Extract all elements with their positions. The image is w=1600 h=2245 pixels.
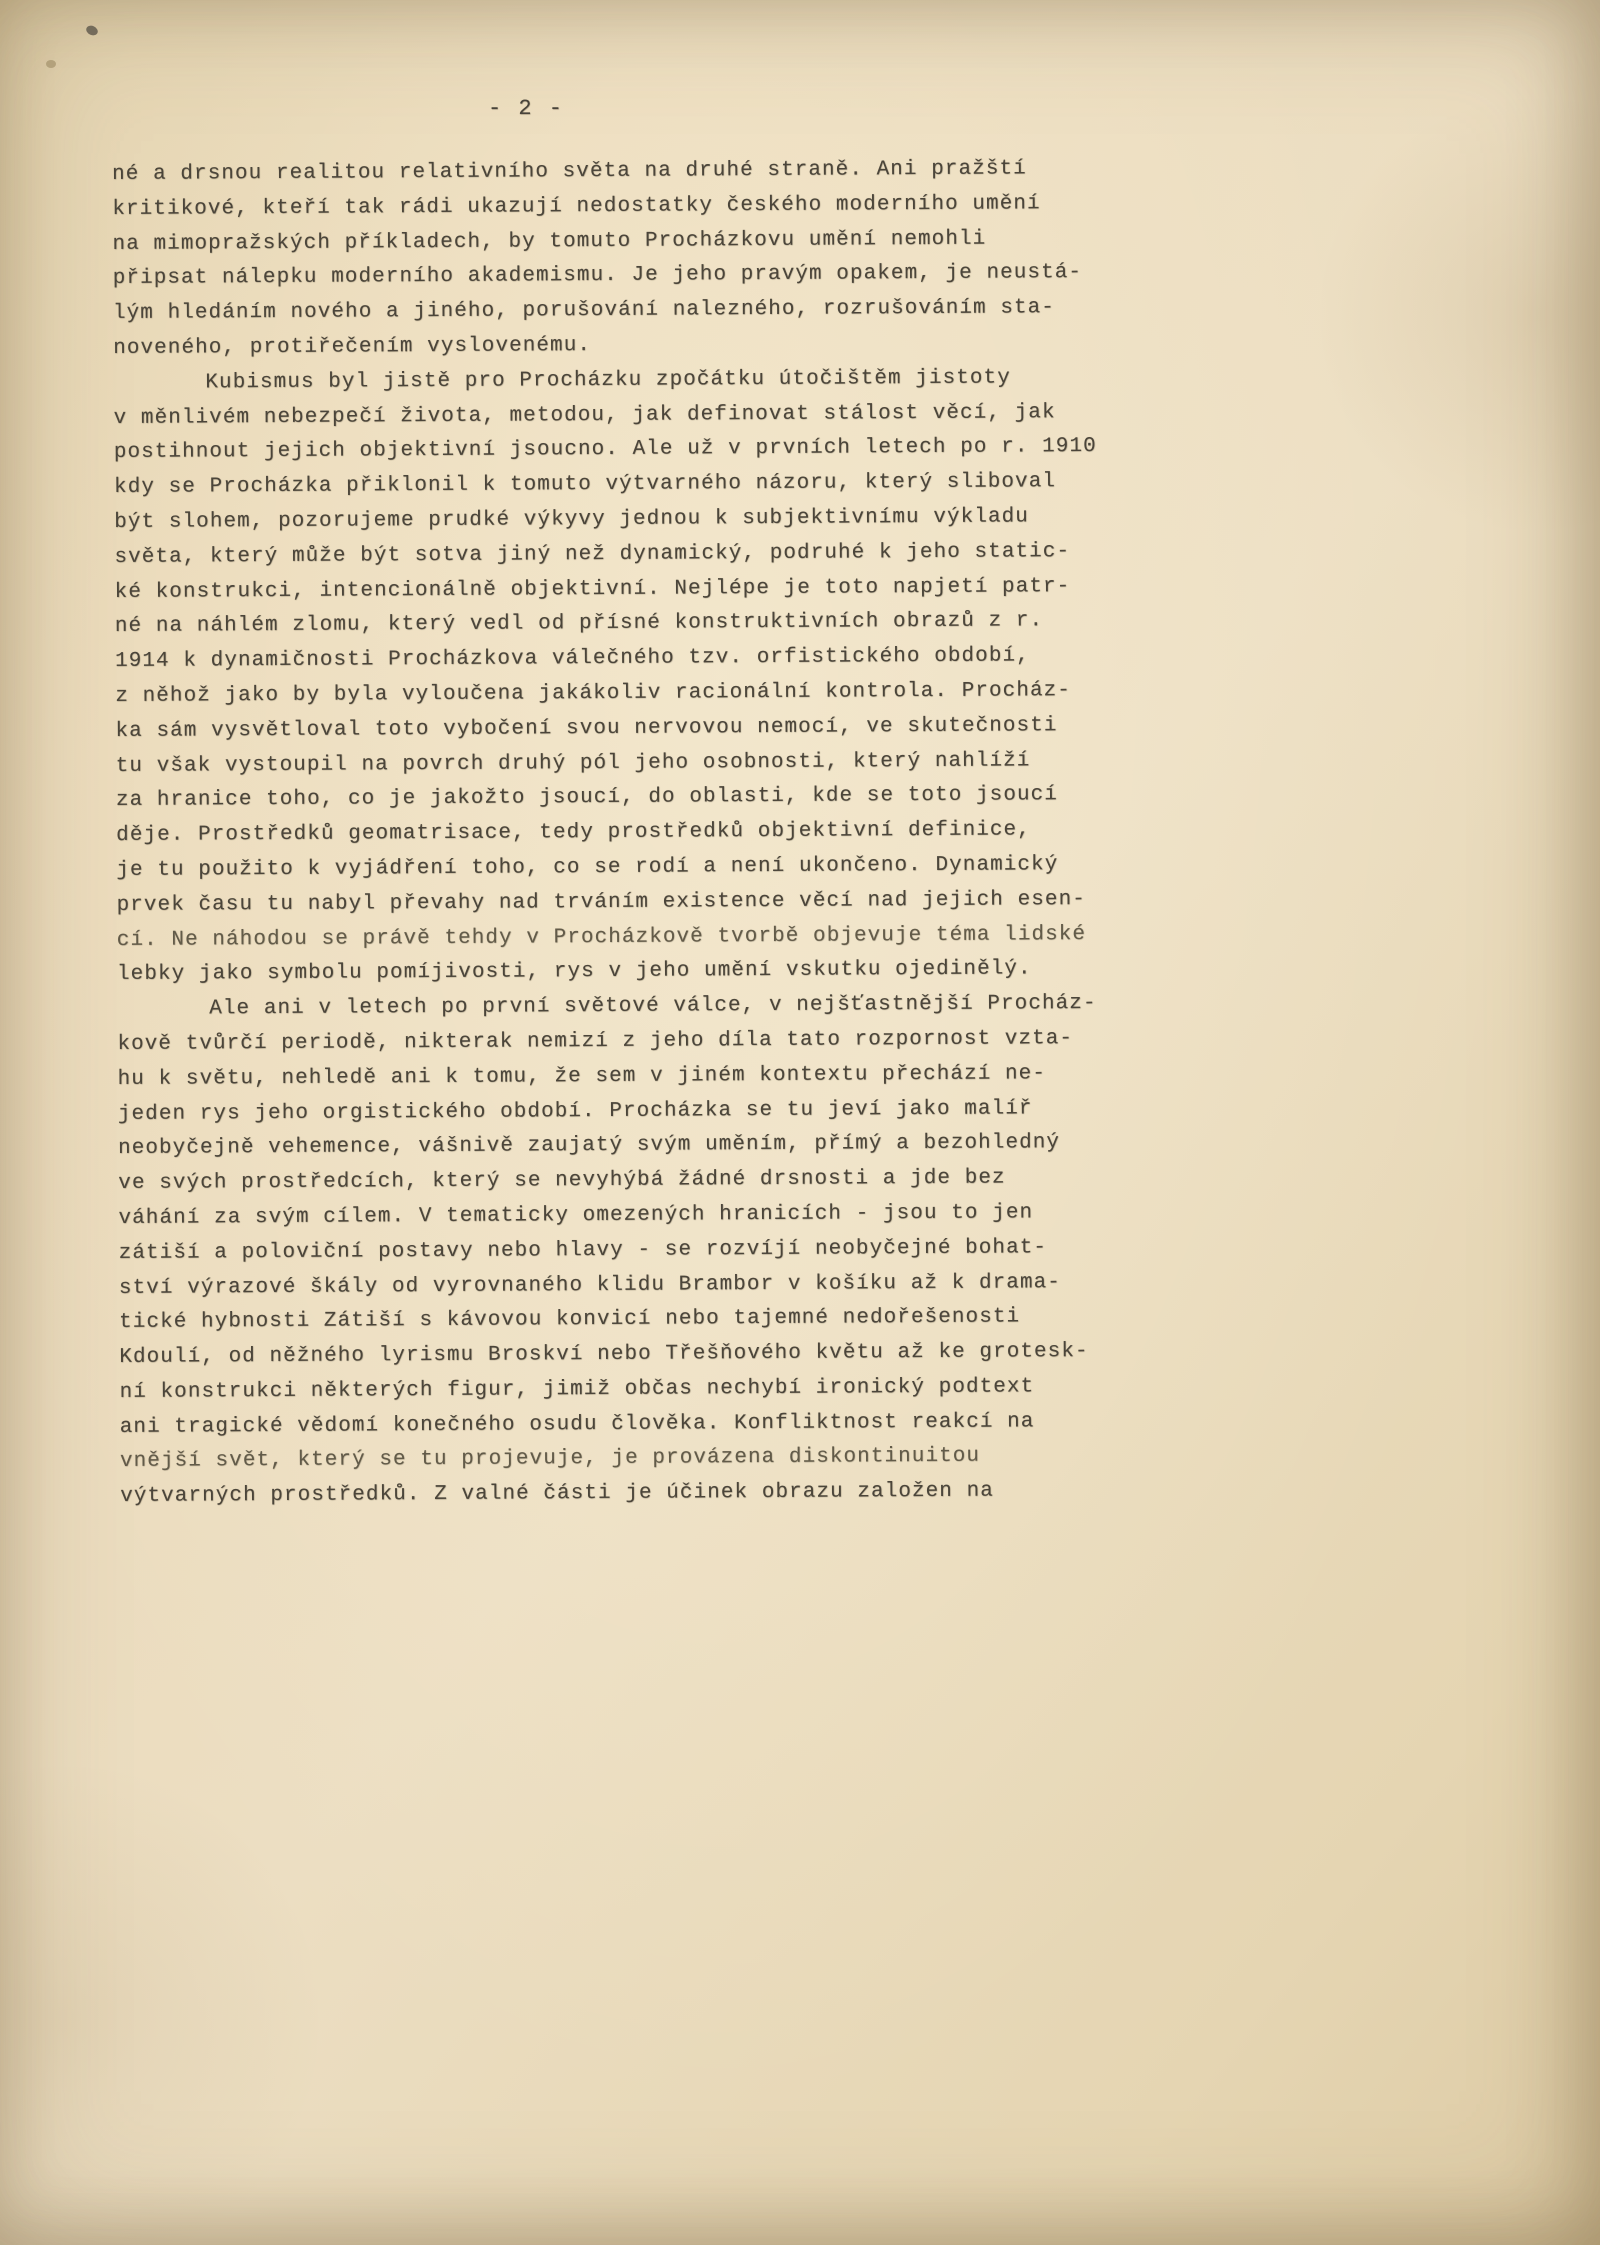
text-line: světa, který může být sotva jiný než dynamický, podruhé k jeho static- <box>114 539 1071 569</box>
text-line: lebky jako symbolu pomíjivosti, rys v jeho umění vskutku ojedinělý. <box>116 957 1032 987</box>
text-line: prvek času tu nabyl převahy nad trváním existence věcí nad jejich esen- <box>116 887 1086 917</box>
text-line: ve svých prostředcích, který se nevyhýbá žádné drsnosti a jde bez <box>118 1166 1006 1196</box>
text-line: za hranice toho, co je jakožto jsoucí, do oblasti, kde se toto jsoucí <box>115 783 1058 813</box>
text-line: je tu použito k vyjádření toho, co se rodí a není ukončeno. Dynamický <box>116 853 1059 882</box>
text-line: hu k světu, nehledě ani k tomu, že sem v jiném kontextu přechází ne- <box>117 1062 1047 1091</box>
text-line: být slohem, pozorujeme prudké výkyvy jednou k subjektivnímu výkladu <box>114 505 1029 534</box>
text-line: postihnout jejich objektivní jsoucno. Ale už v prvních letech po r. 1910 <box>113 435 1097 465</box>
text-line: na mimopražských příkladech, by tomuto Procházkovu umění nemohli <box>112 227 987 256</box>
text-line: ani tragické vědomí konečného osudu člověka. Konfliktnost reakcí na <box>119 1410 1035 1439</box>
text-line: neobyčejně vehemence, vášnivě zaujatý svým uměním, přímý a bezohledný <box>117 1131 1061 1161</box>
text-line: zátiší a poloviční postavy nebo hlavy - se rozvíjí neobyčejné bohat- <box>118 1236 1048 1265</box>
text-line: ství výrazové škály od vyrovnaného klidu Brambor v košíku až k drama- <box>118 1270 1061 1300</box>
text-line: váhání za svým cílem. V tematicky omezených hranicích - jsou to jen <box>118 1201 1034 1230</box>
text-line: kritikové, kteří tak rádi ukazují nedostatky českého moderního umění <box>112 192 1041 221</box>
text-line: Kubismus byl jistě pro Procházku zpočátku útočištěm jistoty <box>205 366 1011 395</box>
text-line: ké konstrukci, intencionálně objektivní. Nejlépe je toto napjetí patr- <box>114 574 1071 604</box>
text-line: né na náhlém zlomu, který vedl od přísné konstruktivních obrazů z r. <box>114 609 1044 639</box>
text-line: děje. Prostředků geomatrisace, tedy prostředků objektivní definice, <box>116 818 1031 848</box>
text-line: kdy se Procházka přiklonil k tomuto výtvarného názoru, který sliboval <box>113 470 1057 500</box>
text-line: ka sám vysvětloval toto vybočení svou nervovou nemocí, ve skutečnosti <box>115 713 1058 743</box>
text-line: vnější svět, který se tu projevuje, je provázena diskontinuitou <box>119 1445 981 1474</box>
text-line: né a drsnou realitou relativního světa na druhé straně. Ani pražští <box>112 157 1027 186</box>
paper-stain <box>46 60 56 68</box>
text-line: tu však vystoupil na povrch druhý pól jeho osobnosti, který nahlíží <box>115 748 1031 778</box>
ink-speck <box>85 24 100 37</box>
typewritten-text-block <box>112 152 1160 1515</box>
text-line: lým hledáním nového a jiného, porušování nalezného, rozrušováním sta- <box>112 296 1056 326</box>
text-line: Kdoulí, od něžného lyrismu Broskví nebo Třešňového květu až ke grotesk- <box>119 1340 1089 1370</box>
text-line: z něhož jako by byla vyloučena jakákoliv racionální kontrola. Procház- <box>115 679 1071 708</box>
text-line: Ale ani v letech po první světové válce, v nejšťastnější Procház- <box>209 992 1097 1021</box>
text-line: jeden rys jeho orgistického období. Procházka se tu jeví jako malíř <box>117 1096 1033 1126</box>
text-line: v měnlivém nebezpečí života, metodou, jak definovat stálost věcí, jak <box>113 400 1056 430</box>
text-line: noveného, protiřečením vyslovenému. <box>113 334 592 360</box>
text-line: výtvarných prostředků. Z valné části je účinek obrazu založen na <box>120 1479 994 1509</box>
text-line: ní konstrukci některých figur, jimiž občas nechybí ironický podtext <box>119 1375 1035 1404</box>
page-number: - 2 - <box>488 96 565 121</box>
text-line: tické hybnosti Zátiší s kávovou konvicí nebo tajemné nedořešenosti <box>119 1305 1021 1335</box>
text-line: připsat nálepku moderního akademismu. Je jeho pravým opakem, je neustá- <box>112 261 1083 291</box>
text-line: 1914 k dynamičnosti Procházkova válečného tzv. orfistického období, <box>115 644 1030 674</box>
text-line: cí. Ne náhodou se právě tehdy v Procházkově tvorbě objevuje téma lidské <box>116 922 1087 952</box>
text-line: kově tvůrčí periodě, nikterak nemizí z jeho díla tato rozpornost vzta- <box>117 1027 1074 1056</box>
